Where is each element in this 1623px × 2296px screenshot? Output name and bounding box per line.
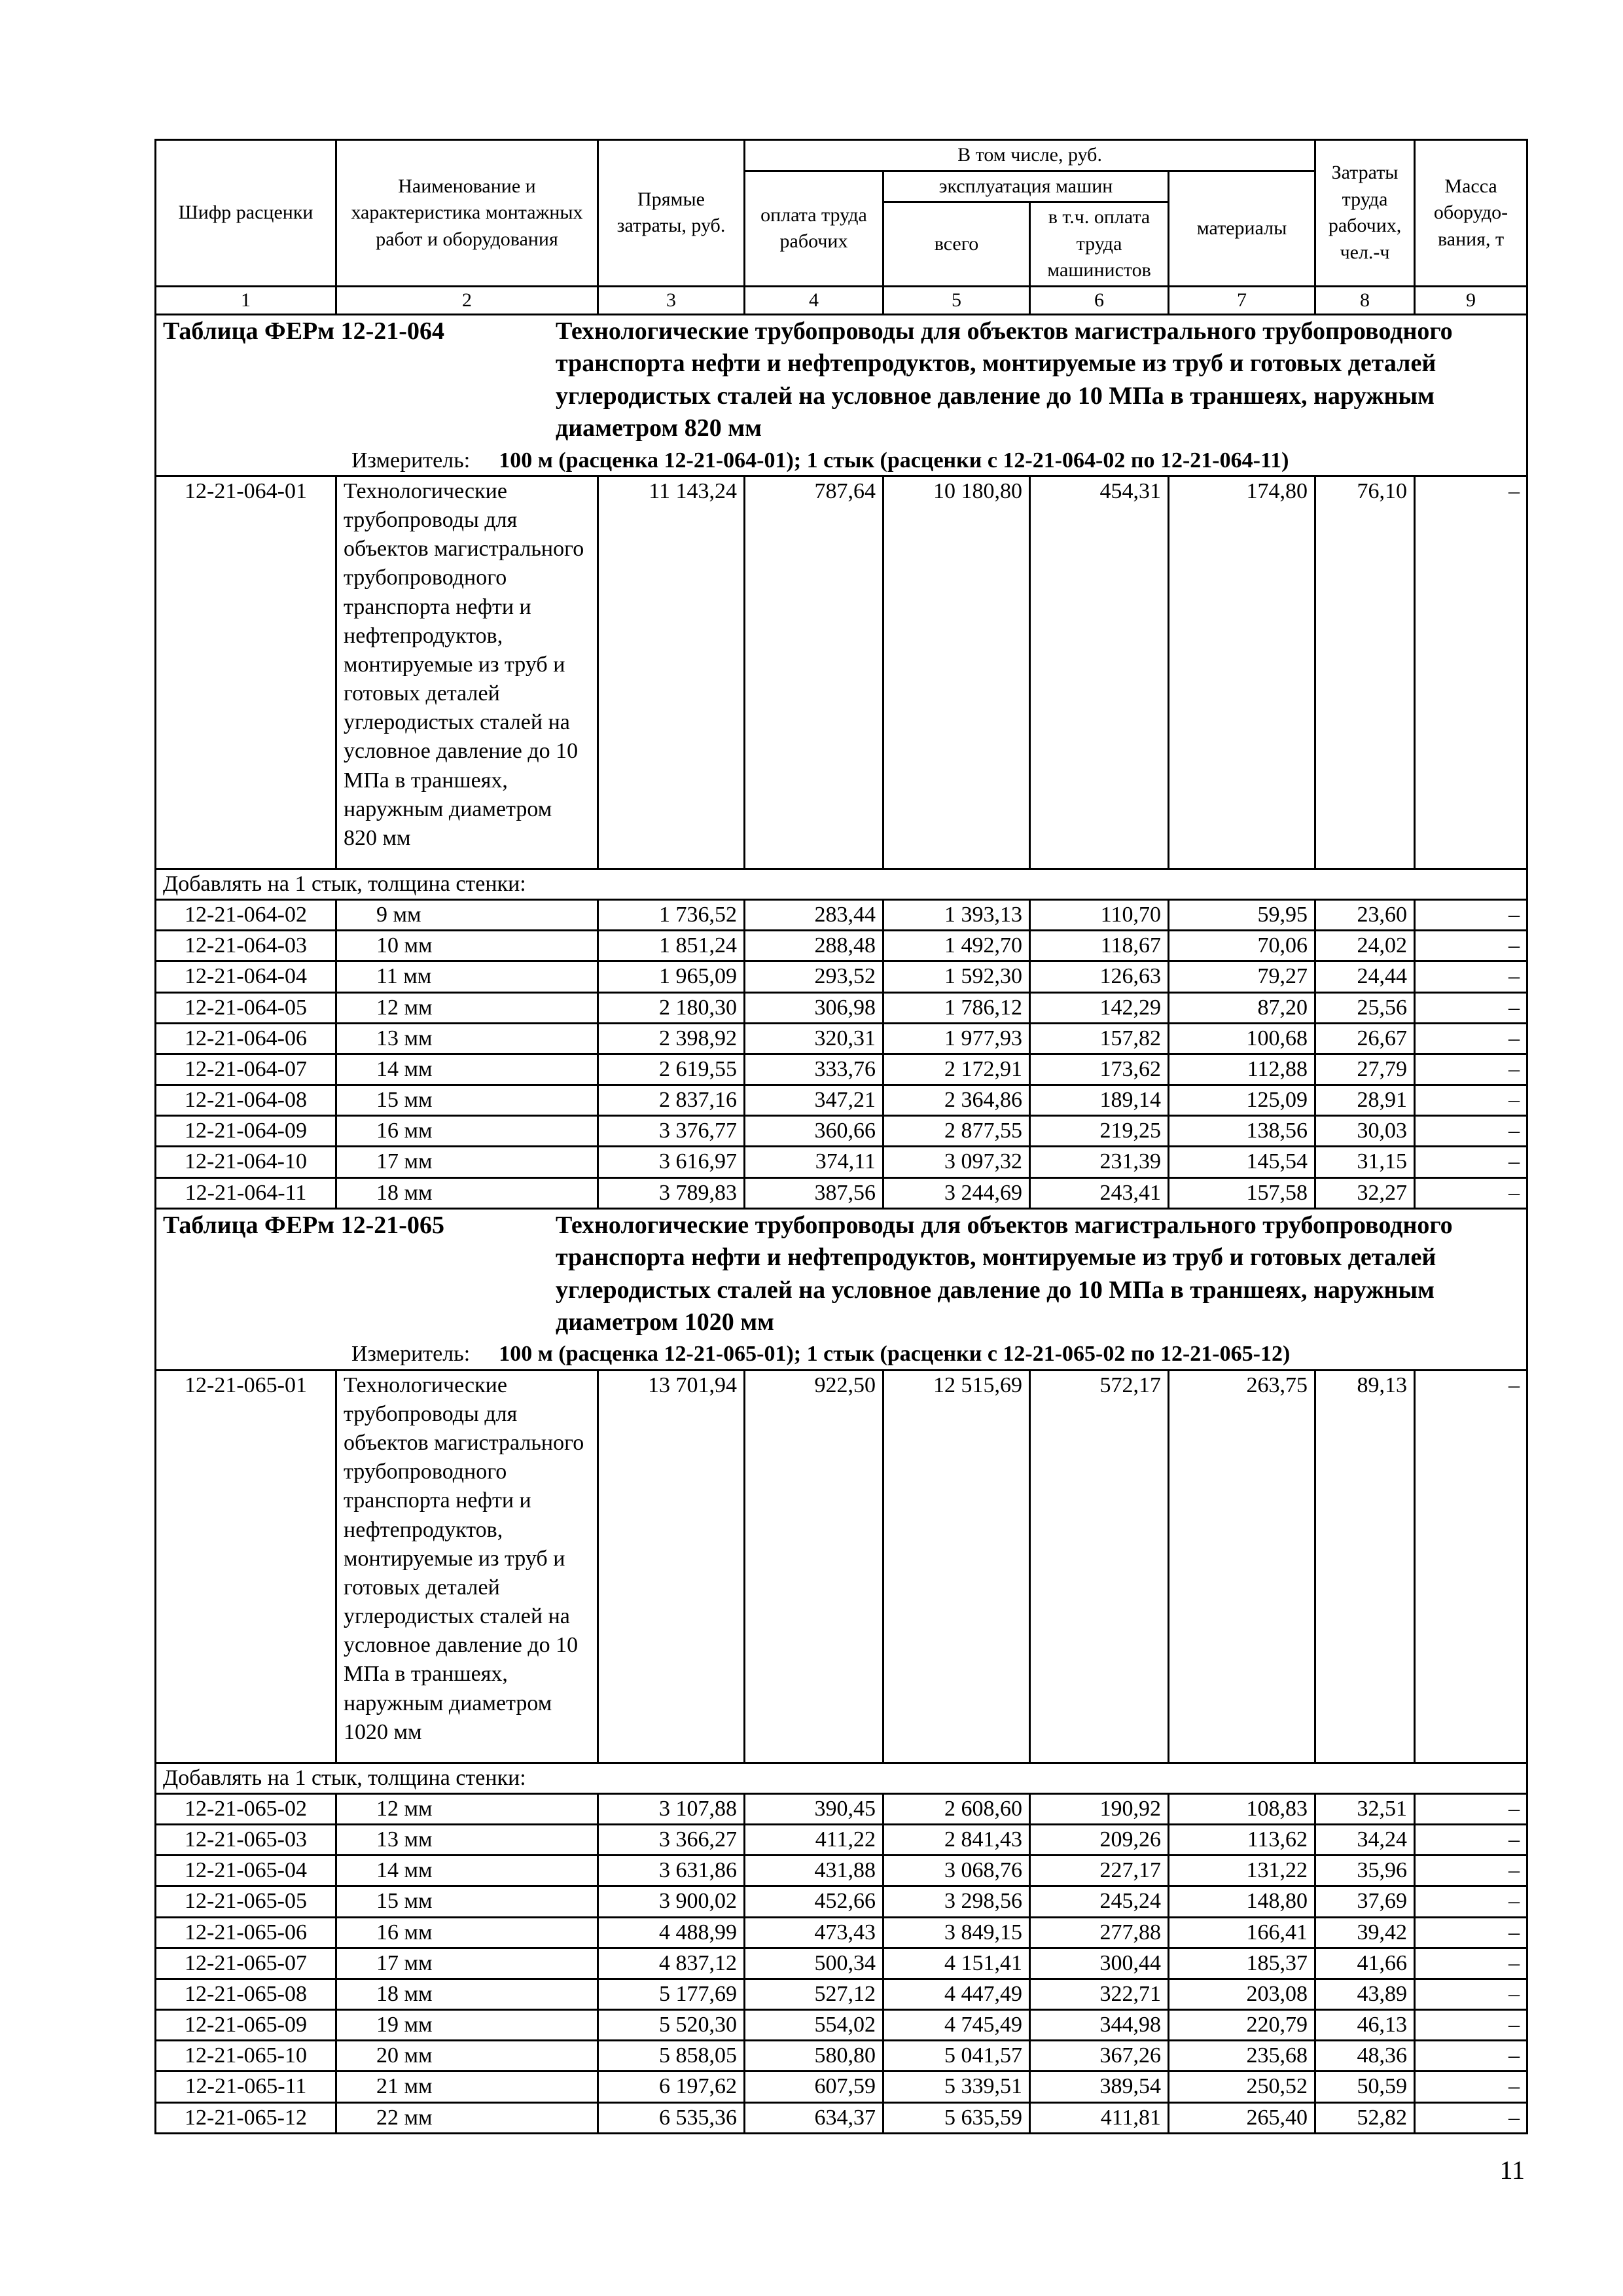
cell-code: 12-21-065-10 — [156, 2041, 336, 2072]
cell-machinist: 157,82 — [1030, 1023, 1169, 1054]
cell-labor: 554,02 — [745, 2010, 883, 2041]
table-row — [156, 961, 1527, 992]
cell-mass: – — [1415, 1979, 1527, 2009]
table-row — [156, 1824, 1527, 1855]
cell-labor: 500,34 — [745, 1948, 883, 1979]
cell-labor: 431,88 — [745, 1856, 883, 1886]
cell-machine: 10 180,80 — [883, 476, 1030, 869]
cell-mass: – — [1415, 2072, 1527, 2102]
table-row — [156, 2041, 1527, 2072]
table-row — [156, 1917, 1527, 1948]
cell-mass: – — [1415, 1085, 1527, 1116]
cell-materials: 220,79 — [1169, 2010, 1315, 2041]
cell-labor: 411,22 — [745, 1824, 883, 1855]
table-row — [156, 1370, 1527, 1763]
cell-mass: – — [1415, 1856, 1527, 1886]
cell-code: 12-21-064-06 — [156, 1023, 336, 1054]
measure-line — [163, 1340, 1520, 1369]
cell-direct: 3 366,27 — [598, 1824, 745, 1855]
cell-machinist: 300,44 — [1030, 1948, 1169, 1979]
cell-materials: 263,75 — [1169, 1370, 1315, 1763]
cell-direct: 4 837,12 — [598, 1948, 745, 1979]
cell-direct: 2 619,55 — [598, 1054, 745, 1085]
cell-labor-cost: 48,36 — [1315, 2041, 1415, 2072]
cell-direct: 6 535,36 — [598, 2102, 745, 2133]
page-number: 11 — [1499, 2155, 1525, 2185]
cell-direct: 3 789,83 — [598, 1177, 745, 1208]
cell-mass: – — [1415, 1054, 1527, 1085]
cell-mass: – — [1415, 961, 1527, 992]
cell-name: 13 мм — [336, 1023, 598, 1054]
cell-name: 18 мм — [336, 1979, 598, 2009]
cell-machinist: 126,63 — [1030, 961, 1169, 992]
header-machine-total: всего — [883, 202, 1030, 287]
table-row — [156, 1979, 1527, 2009]
cell-materials: 87,20 — [1169, 992, 1315, 1023]
cell-machinist: 173,62 — [1030, 1054, 1169, 1085]
table-row — [156, 2102, 1527, 2133]
cell-direct: 3 900,02 — [598, 1886, 745, 1917]
cell-labor-cost: 37,69 — [1315, 1886, 1415, 1917]
cell-code: 12-21-064-03 — [156, 931, 336, 961]
column-number: 5 — [883, 286, 1030, 315]
cell-mass: – — [1415, 2041, 1527, 2072]
table-row — [156, 1856, 1527, 1886]
header-labor-cost: Затраты труда рабочих, чел.-ч — [1315, 140, 1415, 287]
cell-materials: 148,80 — [1169, 1886, 1315, 1917]
cell-name: 12 мм — [336, 1793, 598, 1824]
cell-materials: 185,37 — [1169, 1948, 1315, 1979]
cell-machinist: 322,71 — [1030, 1979, 1169, 2009]
cell-machine: 3 244,69 — [883, 1177, 1030, 1208]
cell-code: 12-21-064-04 — [156, 961, 336, 992]
cell-materials: 166,41 — [1169, 1917, 1315, 1948]
table-row — [156, 2072, 1527, 2102]
cell-machinist: 118,67 — [1030, 931, 1169, 961]
cell-materials: 59,95 — [1169, 899, 1315, 930]
add-per-joint-row — [156, 1763, 1527, 1793]
cell-machinist: 209,26 — [1030, 1824, 1169, 1855]
cell-materials: 131,22 — [1169, 1856, 1315, 1886]
cell-code: 12-21-065-07 — [156, 1948, 336, 1979]
cell-labor-cost: 25,56 — [1315, 992, 1415, 1023]
cell-machinist: 411,81 — [1030, 2102, 1169, 2133]
table-header — [156, 140, 1527, 315]
cell-machine: 1 786,12 — [883, 992, 1030, 1023]
table-row — [156, 2010, 1527, 2041]
cell-materials: 138,56 — [1169, 1116, 1315, 1147]
cell-direct: 1 965,09 — [598, 961, 745, 992]
cell-machinist: 219,25 — [1030, 1116, 1169, 1147]
cell-name: Технологические трубопроводы для объектов магистрального трубопроводного транспорта нефти и нефтепродуктов, монтируемые из труб и готовых деталей углеродистых сталей на условное давление до 10 МПа в траншеях, наружным диаметром 820 мм — [336, 476, 598, 869]
cell-name: 19 мм — [336, 2010, 598, 2041]
measure-label: Измеритель: — [351, 448, 471, 473]
cell-machine: 5 339,51 — [883, 2072, 1030, 2102]
cell-materials: 112,88 — [1169, 1054, 1315, 1085]
cell-labor-cost: 30,03 — [1315, 1116, 1415, 1147]
cell-machinist: 344,98 — [1030, 2010, 1169, 2041]
cell-name: 14 мм — [336, 1054, 598, 1085]
cell-labor-cost: 24,02 — [1315, 931, 1415, 961]
cell-labor: 374,11 — [745, 1147, 883, 1177]
cell-labor: 452,66 — [745, 1886, 883, 1917]
header-materials: материалы — [1169, 171, 1315, 286]
cell-machine: 3 298,56 — [883, 1886, 1030, 1917]
cell-machinist: 142,29 — [1030, 992, 1169, 1023]
cell-labor-cost: 27,79 — [1315, 1054, 1415, 1085]
column-number: 2 — [336, 286, 598, 315]
cell-code: 12-21-064-01 — [156, 476, 336, 869]
rates-table — [154, 139, 1528, 2134]
cell-labor: 387,56 — [745, 1177, 883, 1208]
cell-name: Технологические трубопроводы для объектов магистрального трубопроводного транспорта нефти и нефтепродуктов, монтируемые из труб и готовых деталей углеродистых сталей на условное давление до 10 МПа в траншеях, наружным диаметром 1020 мм — [336, 1370, 598, 1763]
cell-materials: 265,40 — [1169, 2102, 1315, 2133]
cell-machine: 5 635,59 — [883, 2102, 1030, 2133]
column-numbers-row — [156, 286, 1527, 315]
cell-labor: 360,66 — [745, 1116, 883, 1147]
cell-mass: – — [1415, 1824, 1527, 1855]
cell-name: 18 мм — [336, 1177, 598, 1208]
table-row — [156, 1147, 1527, 1177]
cell-labor: 607,59 — [745, 2072, 883, 2102]
column-number: 7 — [1169, 286, 1315, 315]
cell-machine: 2 172,91 — [883, 1054, 1030, 1085]
measure-line — [163, 446, 1520, 475]
cell-labor-cost: 32,51 — [1315, 1793, 1415, 1824]
cell-labor-cost: 43,89 — [1315, 1979, 1415, 2009]
header-including: В том числе, руб. — [745, 140, 1315, 171]
cell-labor: 320,31 — [745, 1023, 883, 1054]
header-machine-op: эксплуатация машин — [883, 171, 1169, 202]
cell-machine: 4 151,41 — [883, 1948, 1030, 1979]
section-label: Таблица ФЕРм 12-21-064 — [163, 317, 444, 345]
cell-labor-cost: 24,44 — [1315, 961, 1415, 992]
table-row — [156, 1085, 1527, 1116]
cell-mass: – — [1415, 2010, 1527, 2041]
cell-code: 12-21-065-09 — [156, 2010, 336, 2041]
cell-machine: 1 977,93 — [883, 1023, 1030, 1054]
cell-labor: 333,76 — [745, 1054, 883, 1085]
cell-code: 12-21-064-09 — [156, 1116, 336, 1147]
cell-labor-cost: 23,60 — [1315, 899, 1415, 930]
cell-name: 13 мм — [336, 1824, 598, 1855]
cell-labor-cost: 39,42 — [1315, 1917, 1415, 1948]
section-label: Таблица ФЕРм 12-21-065 — [163, 1211, 444, 1239]
cell-name: 17 мм — [336, 1147, 598, 1177]
cell-mass: – — [1415, 1370, 1527, 1763]
column-number: 1 — [156, 286, 336, 315]
header-code: Шифр расценки — [156, 140, 336, 287]
cell-machinist: 190,92 — [1030, 1793, 1169, 1824]
cell-machine: 3 068,76 — [883, 1856, 1030, 1886]
cell-materials: 235,68 — [1169, 2041, 1315, 2072]
table-row — [156, 1023, 1527, 1054]
cell-labor: 283,44 — [745, 899, 883, 930]
cell-code: 12-21-065-04 — [156, 1856, 336, 1886]
cell-machinist: 189,14 — [1030, 1085, 1169, 1116]
cell-code: 12-21-065-03 — [156, 1824, 336, 1855]
cell-direct: 1 736,52 — [598, 899, 745, 930]
cell-mass: – — [1415, 1886, 1527, 1917]
cell-mass: – — [1415, 2102, 1527, 2133]
cell-materials: 203,08 — [1169, 1979, 1315, 2009]
cell-labor: 527,12 — [745, 1979, 883, 2009]
cell-labor-cost: 31,15 — [1315, 1147, 1415, 1177]
cell-direct: 6 197,62 — [598, 2072, 745, 2102]
cell-name: 11 мм — [336, 961, 598, 992]
cell-labor: 580,80 — [745, 2041, 883, 2072]
cell-materials: 250,52 — [1169, 2072, 1315, 2102]
cell-code: 12-21-065-02 — [156, 1793, 336, 1824]
cell-name: 15 мм — [336, 1886, 598, 1917]
cell-materials: 157,58 — [1169, 1177, 1315, 1208]
cell-machinist: 231,39 — [1030, 1147, 1169, 1177]
cell-machine: 2 364,86 — [883, 1085, 1030, 1116]
cell-labor-cost: 50,59 — [1315, 2072, 1415, 2102]
table-row — [156, 476, 1527, 869]
cell-code: 12-21-064-08 — [156, 1085, 336, 1116]
cell-code: 12-21-064-02 — [156, 899, 336, 930]
measure-label: Измеритель: — [351, 1342, 471, 1367]
measure-text: 100 м (расценка 12-21-065-01); 1 стык (расценки с 12-21-065-02 по 12-21-065-12) — [499, 1342, 1291, 1367]
cell-materials: 145,54 — [1169, 1147, 1315, 1177]
section-header — [156, 1208, 1527, 1370]
cell-machine: 1 592,30 — [883, 961, 1030, 992]
section-title-block — [163, 315, 1520, 445]
cell-code: 12-21-065-06 — [156, 1917, 336, 1948]
cell-name: 21 мм — [336, 2072, 598, 2102]
cell-machine: 4 447,49 — [883, 1979, 1030, 2009]
cell-name: 16 мм — [336, 1917, 598, 1948]
cell-name: 15 мм — [336, 1085, 598, 1116]
cell-direct: 13 701,94 — [598, 1370, 745, 1763]
cell-machine: 2 877,55 — [883, 1116, 1030, 1147]
cell-materials: 108,83 — [1169, 1793, 1315, 1824]
cell-name: 17 мм — [336, 1948, 598, 1979]
cell-machine: 2 608,60 — [883, 1793, 1030, 1824]
column-number: 8 — [1315, 286, 1415, 315]
cell-materials: 113,62 — [1169, 1824, 1315, 1855]
cell-direct: 3 107,88 — [598, 1793, 745, 1824]
cell-labor: 390,45 — [745, 1793, 883, 1824]
cell-direct: 3 631,86 — [598, 1856, 745, 1886]
cell-labor: 288,48 — [745, 931, 883, 961]
cell-machine: 12 515,69 — [883, 1370, 1030, 1763]
cell-mass: – — [1415, 1177, 1527, 1208]
cell-direct: 2 180,30 — [598, 992, 745, 1023]
cell-machinist: 277,88 — [1030, 1917, 1169, 1948]
cell-code: 12-21-064-11 — [156, 1177, 336, 1208]
table-body — [156, 315, 1527, 2134]
table-row — [156, 1793, 1527, 1824]
cell-machine: 2 841,43 — [883, 1824, 1030, 1855]
cell-labor: 347,21 — [745, 1085, 883, 1116]
cell-direct: 3 616,97 — [598, 1147, 745, 1177]
cell-labor-cost: 46,13 — [1315, 2010, 1415, 2041]
cell-labor-cost: 34,24 — [1315, 1824, 1415, 1855]
section-header — [156, 315, 1527, 476]
cell-machinist: 389,54 — [1030, 2072, 1169, 2102]
cell-mass: – — [1415, 476, 1527, 869]
cell-direct: 1 851,24 — [598, 931, 745, 961]
cell-machine: 3 849,15 — [883, 1917, 1030, 1948]
cell-direct: 5 858,05 — [598, 2041, 745, 2072]
cell-labor-cost: 41,66 — [1315, 1948, 1415, 1979]
cell-mass: – — [1415, 1023, 1527, 1054]
cell-name: 12 мм — [336, 992, 598, 1023]
cell-machinist: 110,70 — [1030, 899, 1169, 930]
table-row — [156, 1948, 1527, 1979]
cell-name: 10 мм — [336, 931, 598, 961]
table-row — [156, 899, 1527, 930]
table-row — [156, 1116, 1527, 1147]
add-per-joint-row — [156, 869, 1527, 899]
cell-machinist: 245,24 — [1030, 1886, 1169, 1917]
cell-machine: 3 097,32 — [883, 1147, 1030, 1177]
cell-machine: 1 393,13 — [883, 899, 1030, 930]
cell-machinist: 572,17 — [1030, 1370, 1169, 1763]
cell-machine: 4 745,49 — [883, 2010, 1030, 2041]
column-number: 3 — [598, 286, 745, 315]
cell-direct: 4 488,99 — [598, 1917, 745, 1948]
column-number: 6 — [1030, 286, 1169, 315]
cell-labor: 306,98 — [745, 992, 883, 1023]
cell-labor: 922,50 — [745, 1370, 883, 1763]
table-row — [156, 1054, 1527, 1085]
section-title: Технологические трубопроводы для объектов магистрального трубопроводного транспорта нефти и нефтепродуктов, монтируемые из труб и готовых деталей углеродистых сталей на условное давление до 10 МПа в траншеях, наружным диаметром 820 мм — [556, 317, 1453, 442]
header-mass: Масса оборудо-вания, т — [1415, 140, 1527, 287]
cell-machinist: 227,17 — [1030, 1856, 1169, 1886]
cell-labor-cost: 35,96 — [1315, 1856, 1415, 1886]
cell-mass: – — [1415, 1147, 1527, 1177]
cell-machinist: 243,41 — [1030, 1177, 1169, 1208]
cell-name: 20 мм — [336, 2041, 598, 2072]
cell-direct: 5 520,30 — [598, 2010, 745, 2041]
cell-machine: 1 492,70 — [883, 931, 1030, 961]
cell-machine: 5 041,57 — [883, 2041, 1030, 2072]
cell-labor-cost: 32,27 — [1315, 1177, 1415, 1208]
cell-mass: – — [1415, 1793, 1527, 1824]
cell-code: 12-21-065-12 — [156, 2102, 336, 2133]
measure-text: 100 м (расценка 12-21-064-01); 1 стык (расценки с 12-21-064-02 по 12-21-064-11) — [499, 448, 1289, 473]
cell-machinist: 454,31 — [1030, 476, 1169, 869]
cell-direct: 3 376,77 — [598, 1116, 745, 1147]
add-per-joint-text: Добавлять на 1 стык, толщина стенки: — [156, 1763, 1527, 1793]
cell-code: 12-21-064-10 — [156, 1147, 336, 1177]
cell-mass: – — [1415, 1116, 1527, 1147]
section-title: Технологические трубопроводы для объектов магистрального трубопроводного транспорта нефти и нефтепродуктов, монтируемые из труб и готовых деталей углеродистых сталей на условное давление до 10 МПа в траншеях, наружным диаметром 1020 мм — [556, 1211, 1453, 1336]
cell-materials: 174,80 — [1169, 476, 1315, 869]
cell-labor: 787,64 — [745, 476, 883, 869]
cell-code: 12-21-065-01 — [156, 1370, 336, 1763]
cell-materials: 125,09 — [1169, 1085, 1315, 1116]
add-per-joint-text: Добавлять на 1 стык, толщина стенки: — [156, 869, 1527, 899]
cell-labor: 634,37 — [745, 2102, 883, 2133]
cell-name: 9 мм — [336, 899, 598, 930]
cell-labor-cost: 28,91 — [1315, 1085, 1415, 1116]
column-number: 9 — [1415, 286, 1527, 315]
column-number: 4 — [745, 286, 883, 315]
cell-code: 12-21-064-05 — [156, 992, 336, 1023]
cell-mass: – — [1415, 931, 1527, 961]
cell-mass: – — [1415, 899, 1527, 930]
cell-name: 22 мм — [336, 2102, 598, 2133]
table-row — [156, 1177, 1527, 1208]
cell-materials: 70,06 — [1169, 931, 1315, 961]
cell-direct: 2 837,16 — [598, 1085, 745, 1116]
table-row — [156, 1886, 1527, 1917]
header-name: Наименование и характеристика монтажных работ и оборудования — [336, 140, 598, 287]
header-machinist-pay: в т.ч. оплата труда машинистов — [1030, 202, 1169, 287]
cell-mass: – — [1415, 1917, 1527, 1948]
cell-name: 14 мм — [336, 1856, 598, 1886]
cell-materials: 100,68 — [1169, 1023, 1315, 1054]
cell-labor-cost: 89,13 — [1315, 1370, 1415, 1763]
cell-name: 16 мм — [336, 1116, 598, 1147]
header-direct: Прямые затраты, руб. — [598, 140, 745, 287]
section-title-block — [163, 1210, 1520, 1339]
cell-code: 12-21-065-11 — [156, 2072, 336, 2102]
cell-labor-cost: 76,10 — [1315, 476, 1415, 869]
cell-labor-cost: 26,67 — [1315, 1023, 1415, 1054]
cell-direct: 2 398,92 — [598, 1023, 745, 1054]
cell-mass: – — [1415, 992, 1527, 1023]
cell-code: 12-21-064-07 — [156, 1054, 336, 1085]
header-labor-pay: оплата труда рабочих — [745, 171, 883, 286]
cell-machinist: 367,26 — [1030, 2041, 1169, 2072]
cell-code: 12-21-065-05 — [156, 1886, 336, 1917]
table-row — [156, 992, 1527, 1023]
table-row — [156, 931, 1527, 961]
cell-mass: – — [1415, 1948, 1527, 1979]
cell-direct: 11 143,24 — [598, 476, 745, 869]
cell-labor-cost: 52,82 — [1315, 2102, 1415, 2133]
cell-direct: 5 177,69 — [598, 1979, 745, 2009]
cell-code: 12-21-065-08 — [156, 1979, 336, 2009]
cell-labor: 293,52 — [745, 961, 883, 992]
cell-materials: 79,27 — [1169, 961, 1315, 992]
cell-labor: 473,43 — [745, 1917, 883, 1948]
